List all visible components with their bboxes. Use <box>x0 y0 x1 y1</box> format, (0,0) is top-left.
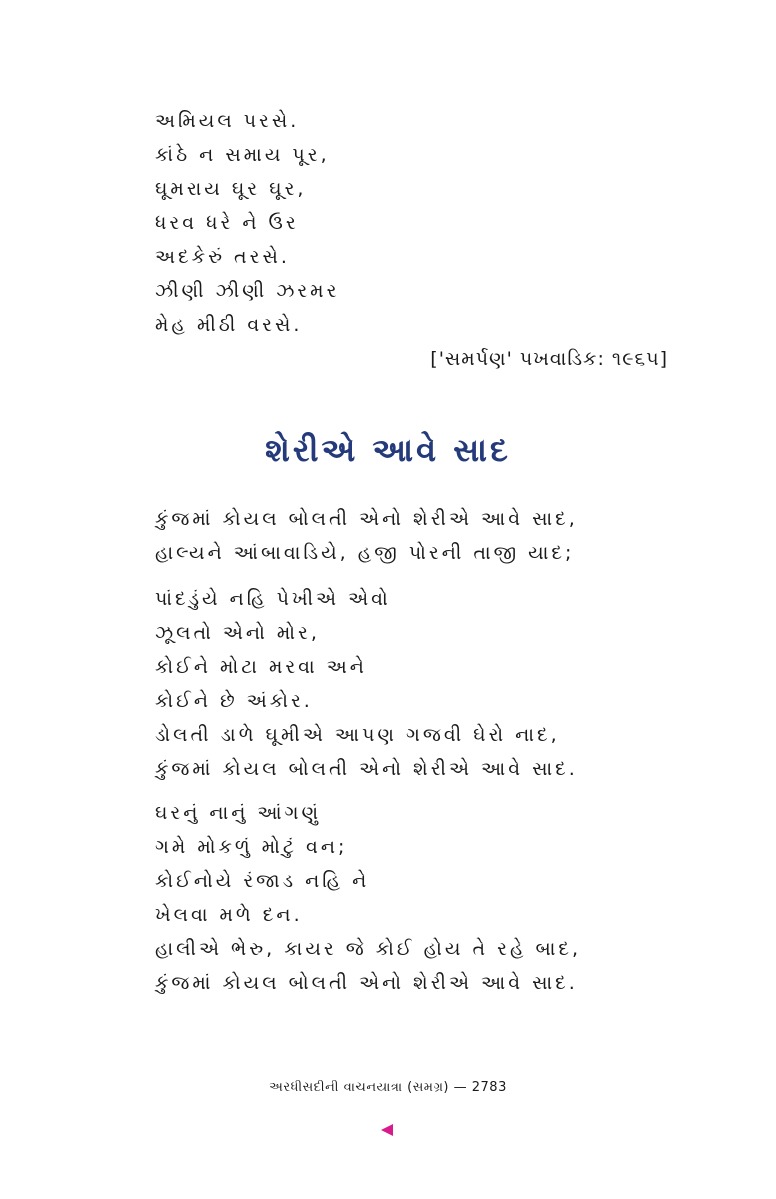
poem-line: ડોલતી ડાળે ઘૂમીએ આપણ ગજવી ઘેરો નાદ, <box>155 724 560 746</box>
source-citation: ['સમર્પણ' પખવાડિક: ૧૯૬૫] <box>430 348 668 370</box>
poem-line: ગમે મોકળું મોટું વન; <box>155 836 348 858</box>
poem-line: અમિયલ પરસે. <box>155 110 300 132</box>
poem-line: પાંદડુંયે નહિ પેખીએ એવો <box>155 588 391 610</box>
poem-line: ઘૂમરાય ઘૂર ઘૂર, <box>155 178 307 200</box>
poem-line: કુંજમાં કોયલ બોલતી એનો શેરીએ આવે સાદ, <box>155 508 578 530</box>
previous-page-arrow-icon[interactable] <box>380 1122 394 1136</box>
poem-line: કોઈનોયે રંજાડ નહિ ને <box>155 870 370 892</box>
poem-line: હાલીએ ભેરુ, કાયર જે કોઈ હોય તે રહે બાદ, <box>155 938 582 960</box>
poem-line: મેહ મીઠી વરસે. <box>155 314 303 336</box>
poem-line: અદકેરું તરસે. <box>155 246 290 268</box>
poem-line: હાલ્યને આંબાવાડિયે, હજી પોરની તાજી યાદ; <box>155 542 575 564</box>
poem-title: શેરીએ આવે સાદ <box>265 431 511 469</box>
poem-line: ઝીણી ઝીણી ઝરમર <box>155 280 340 302</box>
poem-line: કોઈને મોટા મરવા અને <box>155 656 367 678</box>
poem-line: ધરવ ધરે ને ઉર <box>155 212 299 234</box>
poem-line: કાંઠે ન સમાય પૂર, <box>155 144 330 166</box>
page-footer: અરધીસદીની વાચનયાત્રા (સમગ્ર) — 2783 <box>269 1080 507 1095</box>
poem-line: ઘરનું નાનું આંગણું <box>155 802 322 824</box>
poem-line: કુંજમાં કોયલ બોલતી એનો શેરીએ આવે સાદ. <box>155 972 578 994</box>
poem-line: કોઈને છે અંકોર. <box>155 690 313 712</box>
poem-line: ઝૂલતો એનો મોર, <box>155 622 320 644</box>
poem-line: ખેલવા મળે દન. <box>155 904 303 926</box>
poem-line: કુંજમાં કોયલ બોલતી એનો શેરીએ આવે સાદ. <box>155 758 578 780</box>
